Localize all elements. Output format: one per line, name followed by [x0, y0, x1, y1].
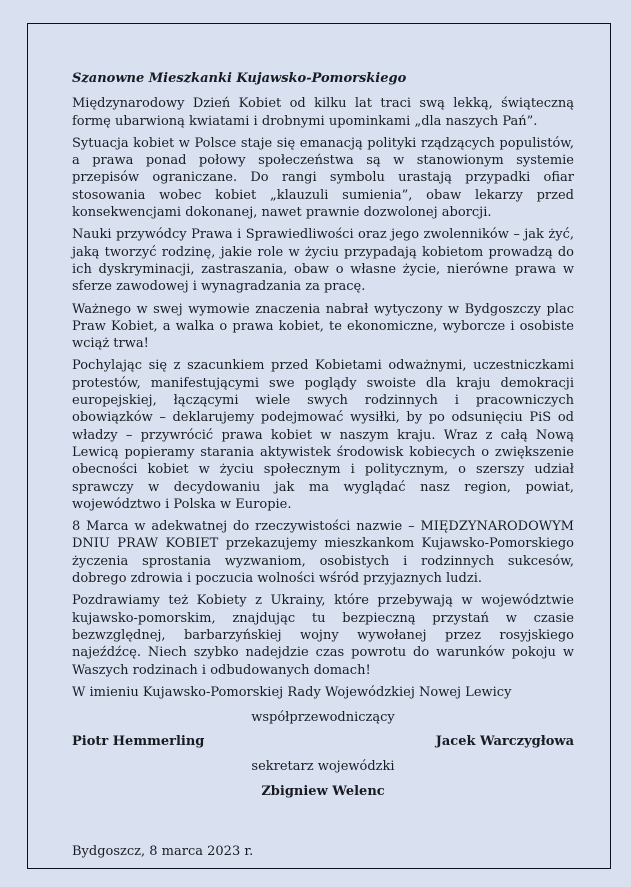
paragraph-intro: Międzynarodowy Dzień Kobiet od kilku lat traci swą lekką, świąteczną formę ubarwioną kwiatami i drobnymi upominkami „dla naszych Pań”.: [72, 96, 574, 129]
on-behalf-line: W imieniu Kujawsko-Pomorskiej Rady Wojewódzkiej Nowej Lewicy: [72, 684, 512, 700]
letter-page: [27, 23, 611, 869]
paragraph-situation: Sytuacja kobiet w Polsce staje się emanacją polityki rządzących populistów, a prawa ponad połowy społeczeństwa są w stanowionym systemie przepisów ograniczane. Do rangi symbolu urastają przypadki ofiar stosowania wobec kobiet „klauzuli sumienia”, obaw lekarzy przed konsekwencjami dokonanej, nawet prawnie dozwolonej aborcji.: [72, 135, 574, 221]
cochair-name-right: Jacek Warczygłowa: [435, 734, 574, 750]
paragraph-ukraine: Pozdrawiamy też Kobiety z Ukrainy, które przebywają w województwie kujawsko-pomorskim, znajdując tu bezpieczną przystań w czasie bezwzględnej, barbarzyńskiej wojny wywołanej przez rosyjskiego najeźdźcę. Niech szybko nadejdzie czas powrotu do warunków pokoju w Waszych rodzinach i odbudowanych domach!: [72, 593, 574, 678]
cochair-name-left: Piotr Hemmerling: [72, 734, 205, 750]
paragraph-wishes: 8 Marca w adekwatnej do rzeczywistości nazwie – MIĘDZYNARODOWYM DNIU PRAW KOBIET przekazujemy mieszkankom Kujawsko-Pomorskiego życzenia sprostania wyzwaniom, osobistych i rodzinnych sukcesów, dobrego zdrowia i poczucia wolności wśród przyjaznych ludzi.: [72, 519, 574, 587]
dateline: Bydgoszcz, 8 marca 2023 r.: [72, 844, 254, 860]
paragraph-tribute: Pochylając się z szacunkiem przed Kobietami odważnymi, uczestniczkami protestów, manifestującymi swe poglądy swoiste dla kraju demokracji europejskiej, łączącymi wiele swych rodzinnych i pracowniczych obowiązków – deklarujemy podejmować wysiłki, by po odsunięciu PiS od władzy – przywrócić prawa kobiet w naszym kraju. Wraz z całą Nową Lewicą popieramy starania aktywistek środowisk kobiecych o zwiększenie obecności kobiet w życiu społecznym i politycznym, o szerszy udział sprawczy w decydowaniu jak ma wyglądać nasz region, powiat, województwo i Polska w Europie.: [72, 358, 574, 512]
letter-heading: Szanowne Mieszkanki Kujawsko-Pomorskiego: [72, 71, 407, 86]
cochair-role-line: współprzewodniczący: [251, 709, 395, 725]
paragraph-bydgoszcz-square: Ważnego w swej wymowie znaczenia nabrał wytyczony w Bydgoszczy plac Praw Kobiet, a walka o prawa kobiet, te ekonomiczne, wyborcze i osobiste wciąż trwa!: [72, 301, 574, 352]
cochair-names-row: [72, 733, 574, 750]
secretary-role-line: sekretarz wojewódzki: [251, 759, 395, 775]
secretary-name: Zbigniew Welenc: [261, 783, 385, 799]
paragraph-teachings: Nauki przywódcy Prawa i Sprawiedliwości oraz jego zwolenników – jak żyć, jaką tworzyć rodzinę, jakie role w życiu przypadają kobietom prowadzą do ich dyskryminacji, zastraszania, obaw o własne życie, nierówne prawa w sferze zawodowej i wynagradzania za pracę.: [72, 227, 574, 295]
